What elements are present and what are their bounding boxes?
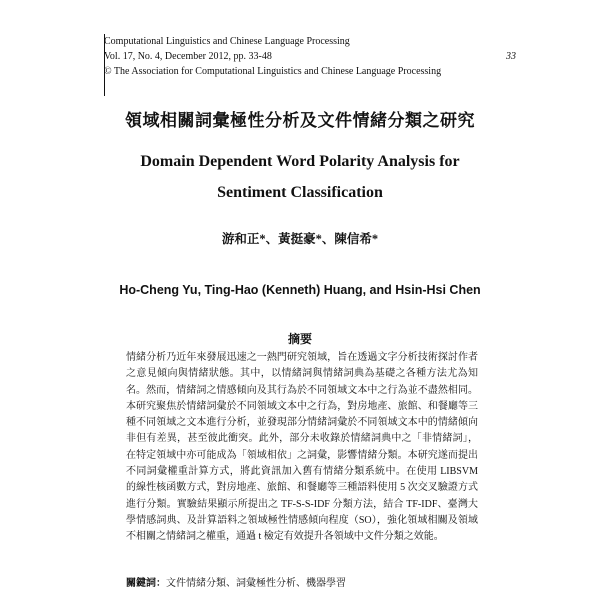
title-english [0, 146, 600, 208]
keywords-line [126, 574, 478, 589]
title-english-line1: Domain Dependent Word Polarity Analysis for [140, 153, 460, 170]
volume-info: Vol. 17, No. 4, December 2012, pp. 33-48 [104, 51, 272, 62]
journal-name: Computational Linguistics and Chinese Language Processing [104, 36, 350, 47]
keywords-text: 文件情緒分類、詞彙極性分析、機器學習 [166, 578, 346, 589]
abstract-body: 情緒分析乃近年來發展迅速之一熱門研究領域，旨在透過文字分析技術探討作者之意見傾向與情緒狀態。其中，以情緒詞與情緒詞典為基礎之各種方法尤為知名。然而，情緒詞之情感傾向及其行為於不同領域文本中之行為並不盡然相同。本研究聚焦於情緒詞彙於不同領域文本中之行為，對房地產、旅館、和餐廳等三種不同領域之文本進行分析，並發現部分情緒詞彙於不同領域文本中的情緒傾向非但有差異，甚至彼此衝突。此外，部分未收錄於情緒詞典中之「非情緒詞」，在特定領域中亦可能成為「領域相依」之詞彙，影響情緒分類。本研究遂而提出不同詞彙權重計算方式，將此資訊加入舊有情緒分類系統中。在使用 LIBSVM 的線性核函數方式，對房地產、旅館、和餐廳等三種語料使用 5 次交叉驗證方式進行分類。實驗結果顯示所提出之 TF-S-S-IDF 分類方法，結合 TF-IDF、臺灣大學情感詞典、及計算語料之領域極性情感傾向程度（SO），強化領域相關及領域不相關之情緒詞之權重，通過 t 檢定有效提升各領域中文件分類之效能。 [126, 352, 478, 543]
volume-row [104, 49, 516, 64]
title-english-line2: Sentiment Classification [217, 184, 383, 201]
abstract-heading: 摘要 [287, 332, 312, 346]
authors-english: Ho-Cheng Yu, Ting-Hao (Kenneth) Huang, and Hsin-Hsi Chen [119, 283, 481, 297]
copyright-line: © The Association for Computational Linguistics and Chinese Language Processing [104, 66, 442, 77]
page-number: 33 [506, 51, 516, 62]
keywords-label: 關鍵詞： [126, 578, 166, 589]
running-header [104, 34, 516, 79]
authors-chinese: 游和正*、黃挺豪*、陳信希* [221, 232, 379, 246]
title-chinese: 領域相關詞彙極性分析及文件情緒分類之研究 [125, 111, 475, 130]
